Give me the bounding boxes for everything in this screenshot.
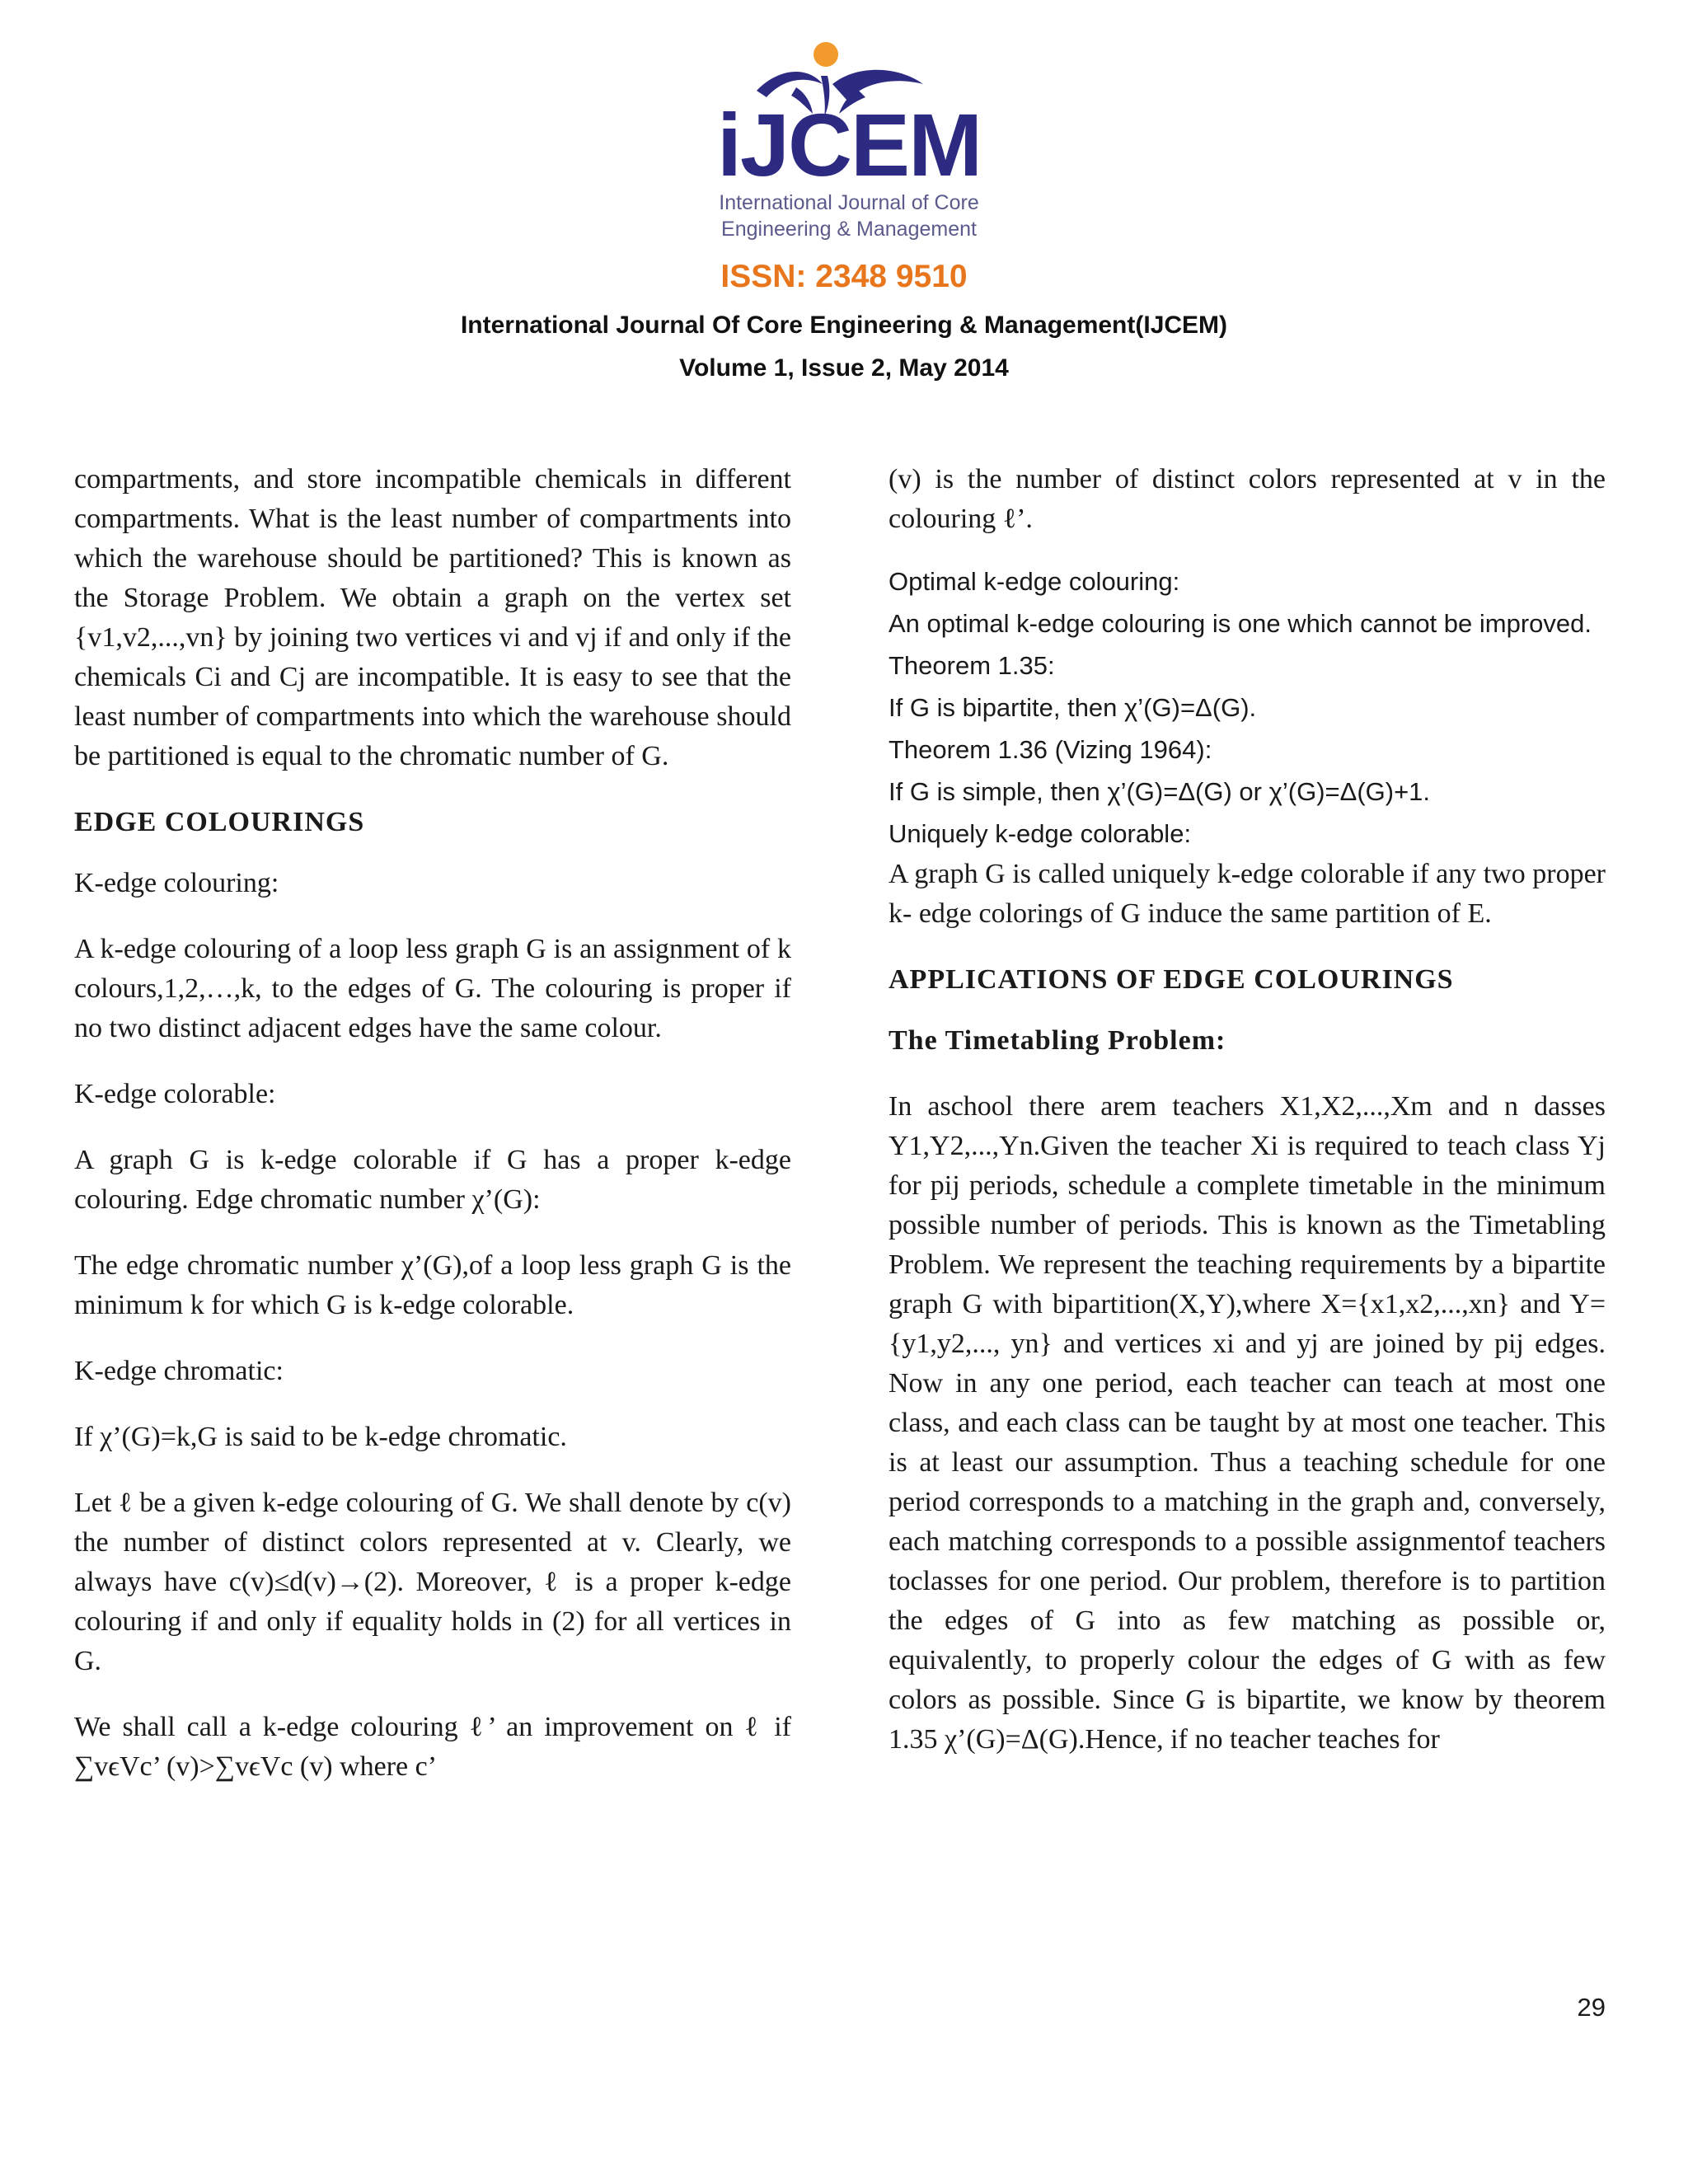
logo-subtitle-line1: International Journal of Core <box>719 191 979 214</box>
definition-uniquely-k-edge-colorable: A graph G is called uniquely k-edge colorable if any two proper k- edge colorings of G induce the same partition of E. <box>889 859 1606 929</box>
logo-letters-jcem: JCEM <box>739 95 982 194</box>
timetabling-paragraph: In aschool there arem teachers X1,X2,...,Xm and n dasses Y1,Y2,...,Yn.Given the teacher Xi is required to teach class Yj for pij periods, schedule a complete timetable in the minimum possible number of periods. This is known as the Timetabling Problem. We represent the teaching requirements by a bipartite graph G with bipartition(X,Y),where X={x1,x2,...,xn} and Y={y1,y2,..., yn} and vertices xi and yj are joined by pij edges. Now in any one period, each teacher can teach at most one class, and each class can be taught by at most one teacher. This is at least our assumption. Thus a teaching schedule for one period corresponds to a matching in the graph and, conversely, each matching corresponds to a possible assignmentof teachers toclasses for one period. Our problem, therefore is to partition the edges of G into as few matching as possible or, equivalently, to properly colour the edges of G with as few colors as possible. Since G is bipartite, we know by theorem 1.35 χ’(G)=Δ(G).Hence, if no teacher teaches for <box>889 1091 1606 1755</box>
term-k-edge-colouring: K-edge colouring: <box>74 868 279 898</box>
definition-k-edge-colorable: A graph G is k-edge colorable if G has a proper k-edge colouring. Edge chromatic number χ’(G): <box>74 1145 791 1215</box>
colouring-count-paragraph: Let ℓ be a given k-edge colouring of G. We shall denote by c(v) the number of distinct colors represented at v. Clearly, we always have c(v)≤d(v)→(2). Moreover, ℓ is a proper k-edge colouring if and only if equality holds in (2) for all vertices in G. <box>74 1488 791 1676</box>
right-column <box>889 460 1606 1760</box>
subheading-timetabling-problem: The Timetabling Problem: <box>889 1025 1226 1056</box>
term-uniquely-k-edge-colorable: Uniquely k-edge colorable: <box>889 819 1192 848</box>
volume-issue: Volume 1, Issue 2, May 2014 <box>679 354 1009 382</box>
journal-name: International Journal Of Core Engineering & Management(IJCEM) <box>460 312 1228 339</box>
storage-problem-paragraph: compartments, and store incompatible chemicals in different compartments. What is the least number of compartments into which the warehouse should be partitioned? This is known as the Storage Problem. We obtain a graph on the vertex set {v1,v2,...,vn} by joining two vertices vi and vj if and only if the chemicals Ci and Cj are incompatible. It is easy to see that the least number of compartments into which the warehouse should be partitioned is equal to the chromatic number of G. <box>74 464 791 771</box>
improvement-paragraph: We shall call a k-edge colouring ℓ’ an improvement on ℓ if ∑vϵVc’ (v)>∑vϵVc (v) where c’ <box>74 1712 791 1782</box>
page-number: 29 <box>1577 1993 1606 2022</box>
definition-edge-chromatic-number: The edge chromatic number χ’(G),of a loop less graph G is the minimum k for which G is k-edge colorable. <box>74 1250 791 1320</box>
term-k-edge-colorable: K-edge colorable: <box>74 1079 276 1109</box>
logo-wordmark <box>709 95 989 194</box>
issn: ISSN: 2348 9510 <box>720 259 968 294</box>
logo-subtitle-line2: Engineering & Management <box>721 218 977 241</box>
logo-sun-dot <box>814 42 838 67</box>
theorem-1-35-title: Theorem 1.35: <box>889 651 1055 680</box>
left-column <box>74 460 791 1787</box>
section-heading-edge-colourings: EDGE COLOURINGS <box>74 807 365 837</box>
logo-letter-i: i <box>716 95 740 194</box>
logo-left-wing <box>757 72 823 97</box>
definition-k-edge-chromatic: If χ’(G)=k,G is said to be k-edge chromatic. <box>74 1422 567 1452</box>
theorem-1-36-title: Theorem 1.36 (Vizing 1964): <box>889 735 1212 764</box>
term-k-edge-chromatic: K-edge chromatic: <box>74 1356 284 1386</box>
definition-k-edge-colouring: A k-edge colouring of a loop less graph G is an assignment of k colours,1,2,…,k, to the edges of G. The colouring is proper if no two distinct adjacent edges have the same colour. <box>74 934 791 1043</box>
definition-optimal-k-edge-colouring: An optimal k-edge colouring is one which cannot be improved. <box>889 609 1592 638</box>
term-optimal-k-edge-colouring: Optimal k-edge colouring: <box>889 567 1180 596</box>
section-heading-applications: APPLICATIONS OF EDGE COLOURINGS <box>889 964 1454 995</box>
theorem-1-36-statement: If G is simple, then χ’(G)=Δ(G) or χ’(G)=Δ(G)+1. <box>889 777 1431 806</box>
improvement-continuation: (v) is the number of distinct colors represented at v in the colouring ℓ’. <box>889 464 1606 534</box>
theorem-1-35-statement: If G is bipartite, then χ’(G)=Δ(G). <box>889 693 1257 722</box>
